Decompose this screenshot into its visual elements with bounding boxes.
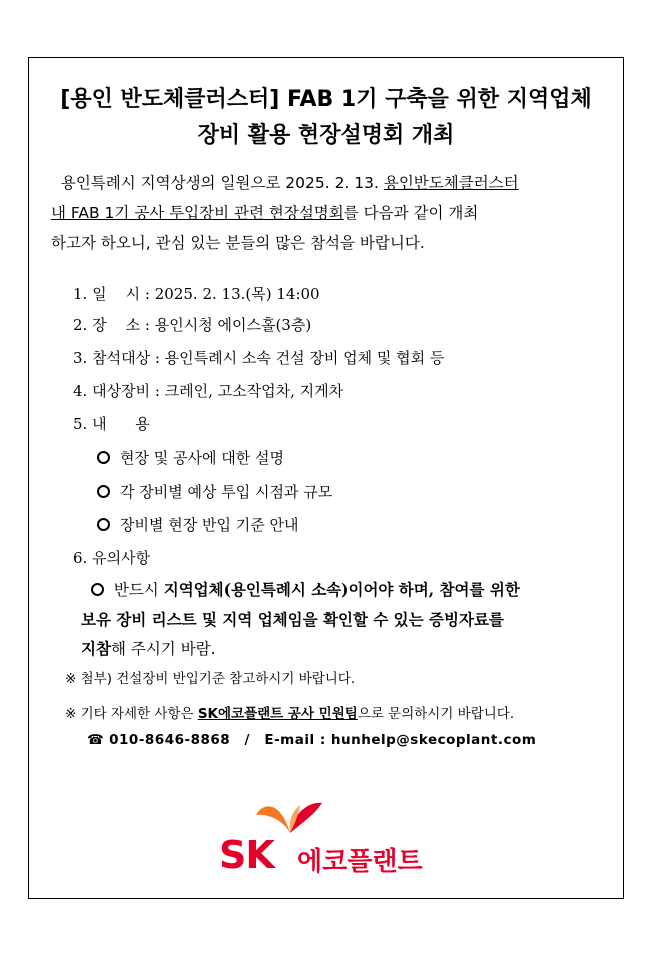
intro-underline-2: 내 FAB 1기 공사 투입장비 관련 현장설명회 (51, 204, 344, 222)
intro-text-2: 를 다음과 같이 개최 (343, 204, 479, 222)
intro-text-1: 용인특례시 지역상생의 일원으로 2025. 2. 13. (60, 174, 384, 192)
contact-line: ☎ 010-8646-8868 / E-mail : hunhelp@skecoplant.com (87, 732, 537, 748)
logo-name: 에코플랜트 (297, 847, 423, 877)
content-item: 장비별 현장 반입 기준 안내 (97, 514, 298, 535)
title-line-2: 장비 활용 현장설명회 개최 (197, 123, 455, 148)
item-date: 1. 일 시 : 2025. 2. 13.(목) 14:00 (73, 285, 320, 303)
content-item: 각 장비별 예상 투입 시점과 규모 (97, 481, 332, 502)
circle-bullet-icon (97, 518, 110, 531)
inquiry-note: ※ 기타 자세한 사항은 SK에코플랜트 공사 민원팀으로 문의하시기 바랍니다. (65, 706, 515, 722)
item-attendees: 3. 참석대상 : 용인특례시 소속 건설 장비 업체 및 협회 등 (73, 349, 445, 367)
logo-brand: SK (219, 833, 274, 877)
intro-paragraph (51, 168, 609, 258)
notes-paragraph: 반드시 지역업체(용인특례시 소속)이어야 하며, 참여를 위한 보유 장비 리스트 및 지역 업체임을 확인할 수 있는 증빙자료를 지참해 주시기 바람. (81, 580, 520, 658)
email-address: E-mail : hunhelp@skecoplant.com (264, 732, 537, 748)
intro-text-3: 하고자 하오니, 관심 있는 분들의 많은 참석을 바랍니다. (51, 234, 425, 252)
title-line-1: [용인 반도체클러스터] FAB 1기 구축을 위한 지역업체 (60, 87, 592, 112)
content-item: 현장 및 공사에 대한 설명 (97, 447, 284, 468)
reference-mark-icon: ※ (65, 706, 77, 722)
reference-mark-icon: ※ (65, 671, 77, 687)
circle-bullet-icon (97, 451, 110, 464)
item-place: 2. 장 소 : 용인시청 에이스홀(3층) (73, 316, 312, 334)
item-equipment: 4. 대상장비 : 크레인, 고소작업차, 지게차 (73, 382, 344, 400)
notes-heading: 6. 유의사항 (73, 549, 151, 567)
attachment-note: ※ 첨부) 건설장비 반입기준 참고하시기 바랍니다. (65, 671, 356, 687)
item-contents: 5. 내 용 (73, 415, 150, 433)
sk-butterfly-icon (254, 793, 324, 838)
phone-icon: ☎ (87, 732, 105, 748)
intro-underline-1: 용인반도체클러스터 (383, 174, 519, 192)
circle-bullet-icon (91, 583, 104, 596)
sk-ecoplant-logo (219, 793, 459, 883)
document-frame (28, 57, 624, 899)
phone-number: 010-8646-8868 (109, 732, 231, 748)
circle-bullet-icon (97, 485, 110, 498)
